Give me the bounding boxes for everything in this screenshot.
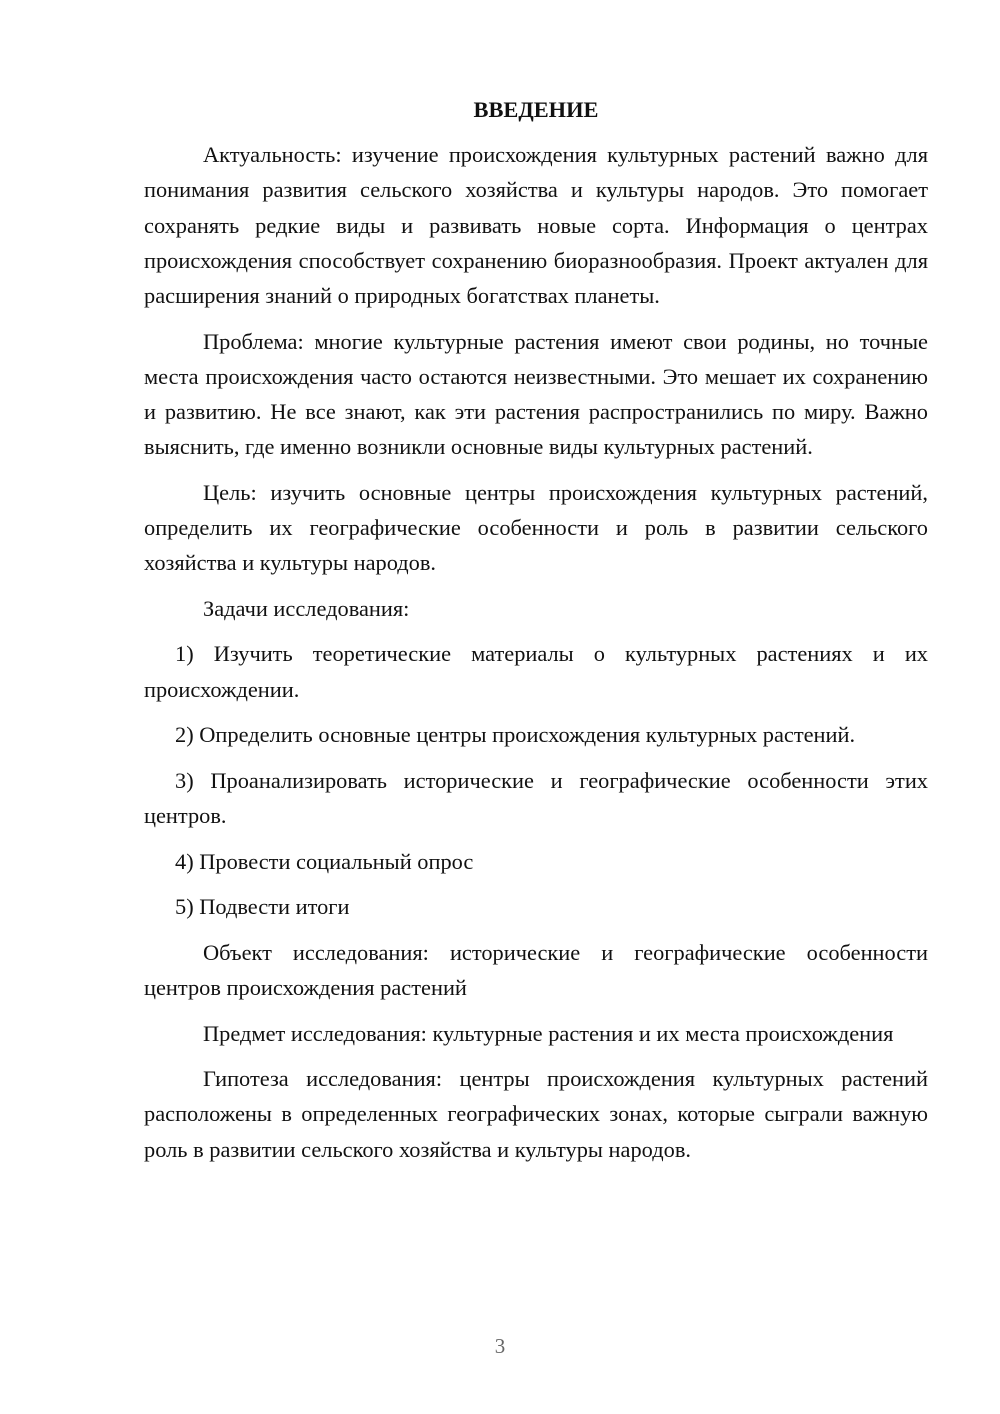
paragraph-goal: Цель: изучить основные центры происхождения культурных растений, определить их географические особенности и роль в развитии сельского хозяйства и культуры народов. <box>144 479 928 576</box>
paragraph-relevance: Актуальность: изучение происхождения культурных растений важно для понимания развития сельского хозяйства и культуры народов. Это помогает сохранять редкие виды и развивать новые сорта. Информация о центрах происхождения способствует сохранению биоразнообразия. Проект актуален для расширения знаний о природных богатствах планеты. <box>144 142 928 309</box>
section-title: ВВЕДЕНИЕ <box>473 97 599 122</box>
task-item-2: 2) Определить основные центры происхождения культурных растений. <box>175 722 856 748</box>
task-item-4: 4) Провести социальный опрос <box>175 848 474 874</box>
document-page <box>144 92 928 1177</box>
page-number: 3 <box>494 1334 506 1358</box>
task-item-5: 5) Подвести итоги <box>175 894 350 920</box>
task-item-3: 3) Проанализировать исторические и географические особенности этих центров. <box>144 767 928 828</box>
paragraph-problem: Проблема: многие культурные растения имеют свои родины, но точные места происхождения часто остаются неизвестными. Это мешает их сохранению и развитию. Не все знают, как эти растения распространились по миру. Важно выяснить, где именно возникли основные виды культурных растений. <box>144 328 928 460</box>
paragraph-tasks-heading: Задачи исследования: <box>203 595 410 621</box>
paragraph-subject: Предмет исследования: культурные растения и их места происхождения <box>203 1020 894 1046</box>
task-item-1: 1) Изучить теоретические материалы о культурных растениях и их происхождении. <box>144 641 928 702</box>
paragraph-hypothesis: Гипотеза исследования: центры происхождения культурных растений расположены в определенных географических зонах, которые сыграли важную роль в развитии сельского хозяйства и культуры народов. <box>144 1066 928 1162</box>
paragraph-object: Объект исследования: исторические и географические особенности центров происхождения растений <box>144 939 928 1000</box>
